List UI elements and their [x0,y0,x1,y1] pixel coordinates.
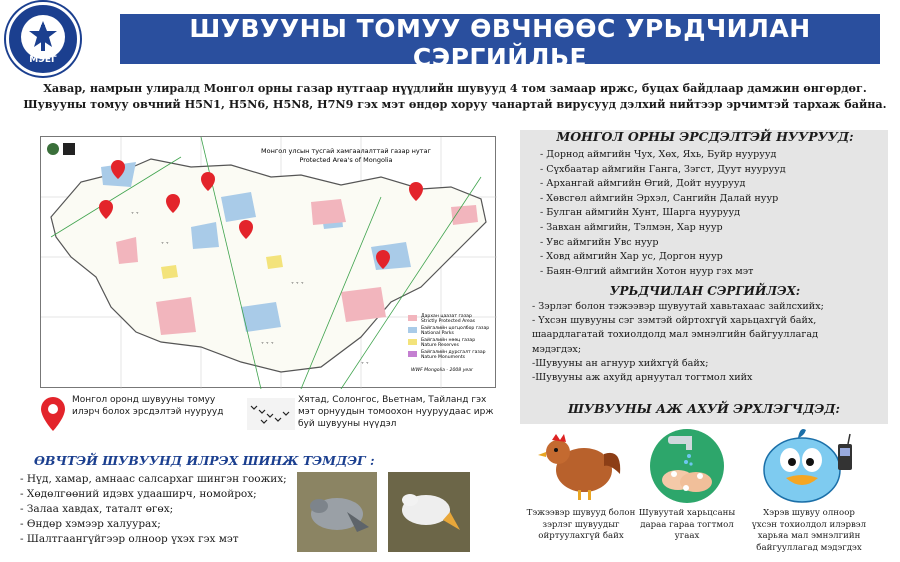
dead-bird-photo-1 [297,472,377,552]
pin-legend-label: Монгол оронд шувууны томуу илэрч болох эрсдэлтэй нуурууд [72,395,224,417]
risk-lake-item: - Булган аймгийн Хунт, Шарга нуурууд [540,207,741,219]
prevention-item: - Үхсэн шувууны сэг зэмтэй ойртохгүй харьцахгүй байх, [532,315,817,327]
protected-areas-map [40,136,496,388]
svg-text:˅ ˅ ˅: ˅ ˅ ˅ [291,282,304,289]
handwash-icon [628,424,746,506]
risk-lake-item: - Завхан аймгийн, Тэлмэн, Хар нуур [540,221,723,233]
care-card-chicken [522,424,640,554]
risk-lake-item: - Баян-Өлгий аймгийн Хотон нуур гэх мэт [540,265,754,277]
page-title: ШУВУУНЫ ТОМУУ ӨВЧНӨӨС УРЬДЧИЛАН СЭРГИЙЛЬЕ [189,14,811,72]
map-title-en: Protected Area's of Mongolia [299,156,393,164]
legend-monument-en: Nature Monuments [421,355,466,360]
agency-logo [6,2,80,76]
header [0,0,900,76]
symptom-item: - Шалтгаангүйгээр олноор үхэх гэх мэт [20,533,239,545]
prevention-item: мэдэгдэх; [532,343,582,355]
risk-lake-item: - Сүхбаатар аймгийн Ганга, Зэгст, Дуут нуурууд [540,163,786,175]
mongolia-emblem-icon [47,143,59,155]
care-caption-2: Шувуутай харьцсаны дараа гараа тогтмол угаах [638,508,736,541]
risk-lake-item: - Дорнод аймгийн Чух, Хөх, Яхь, Буйр нуурууд [540,149,777,160]
risk-lake-item: - Увс аймгийн Увс нуур [540,236,659,248]
dead-bird-photo-2 [388,472,470,552]
prevention-heading: УРЬДЧИЛАН СЭРГИЙЛЭХ: [609,284,801,298]
chicken-icon [522,424,640,506]
svg-text:˅ ˅: ˅ ˅ [161,242,169,249]
prevention-item: -Шувууны аж ахуйд арнуутал тогтмол хийх [532,372,753,384]
svg-text:˅ ˅: ˅ ˅ [131,212,139,219]
legend-park-mn: Байгалийн цогцолбор газар [421,326,490,331]
intro-line-1: Хавар, намрын улиралд Монгол орны газар нутгаар нүүдлийн шувууд 4 том замаар иржс, буцах байдлаар дамжин өнгөрдөг. [43,81,867,95]
care-caption-3: Хэрэв шувуу олноор үхсэн тохиолдол илэрвэл харьяа мал эмнэлгийн байгууллагад мэдэгдэх [751,508,867,553]
symptom-item: - Нүд, хамар, амнаас салсархаг шингэн гоожих; [20,473,287,485]
prevention-item: - Зэрлэг болон тэжээвэр шувуутай хавьтахаас зайлсхийх; [532,301,824,312]
symptom-item: - Өндөр хэмээр халуурах; [20,518,161,530]
symptom-item: - Залаа хавдах, таталт өгөх; [20,503,174,515]
risk-lakes-heading: МОНГОЛ ОРНЫ ЭРСДЭЛТЭЙ НУУРУУД: [556,129,854,144]
svg-text:˅ ˅: ˅ ˅ [361,362,369,369]
wwf-panda-icon [63,143,75,155]
legend-strict-en: Strictly Protected Areas [421,319,476,324]
symptom-item: - Хөдөлгөөний идэвх удааширч, номойрох; [20,488,257,500]
care-card-handwash [628,424,746,554]
prevention-item: шаардлагатай тохиолдолд мал эмнэлгийн байгууллагад [532,329,818,341]
care-card-phone-bird [750,424,868,554]
farmers-heading: ШУВУУНЫ АЖ АХУЙ ЭРХЛЭГЧДЭД: [567,401,840,416]
risk-lakes-list [540,148,880,279]
risk-lake-item: - Архангай аймгийн Өгий, Дойт нуурууд [540,178,746,190]
legend-reserve-mn: Байгалийн нөөц газар [421,338,476,343]
map-pin-icon [40,396,66,436]
symptoms-heading: ӨВЧТЭЙ ШУВУУНД ИЛРЭХ ШИНЖ ТЭМДЭГ : [34,453,375,468]
map-credit: WWF Mongolia - 2008 year [411,368,473,373]
cartoon-bird-phone-icon [750,424,868,506]
legend-strict-mn: Дархан цаазат газар [421,314,472,319]
bird-flock-icon [247,398,295,434]
birds-legend-label: Хятад, Солонгос, Вьетнам, Тайланд гэх мэт орнуудын томоохон нууруудаас ирж буй шувууны нүүдэл [298,395,494,429]
risk-lake-item: - Ховд аймгийн Хар ус, Доргон нуур [540,251,723,263]
care-caption-1: Тэжээвэр шувууд болон зэрлэг шувуудыг ойртуулахгүй байх [526,508,636,541]
legend-reserve-en: Nature Reserves [421,343,459,348]
legend-monument-mn: Байгалийн дурсгалт газар [421,350,486,355]
prevention-list [532,300,882,385]
logo-emblem-icon [21,15,65,59]
legend-park-en: National Parks [421,331,454,336]
intro-line-2: Шувууны томуу овчний H5N1, H5N6, H5N8, H7N9 гэх мэт өндөр хоруу чанартай вирусууд дэлхий нийтээр эрчимтэй тархаж байна. [23,97,887,111]
symptoms-list [20,472,310,547]
title-banner [120,14,880,72]
map-title-mn: Монгол улсын тусгай хамгаалалттай газар нутаг [261,147,431,155]
logo-text: МЭЕГ [29,55,57,65]
risk-lake-item: - Хөвсгөл аймгийн Эрхэл, Сангийн Далай нуур [540,192,779,204]
prevention-item: -Шувууны ан агнуур хийхгүй байх; [532,357,709,369]
intro-text [20,80,890,112]
svg-text:˅ ˅ ˅: ˅ ˅ ˅ [261,342,274,349]
